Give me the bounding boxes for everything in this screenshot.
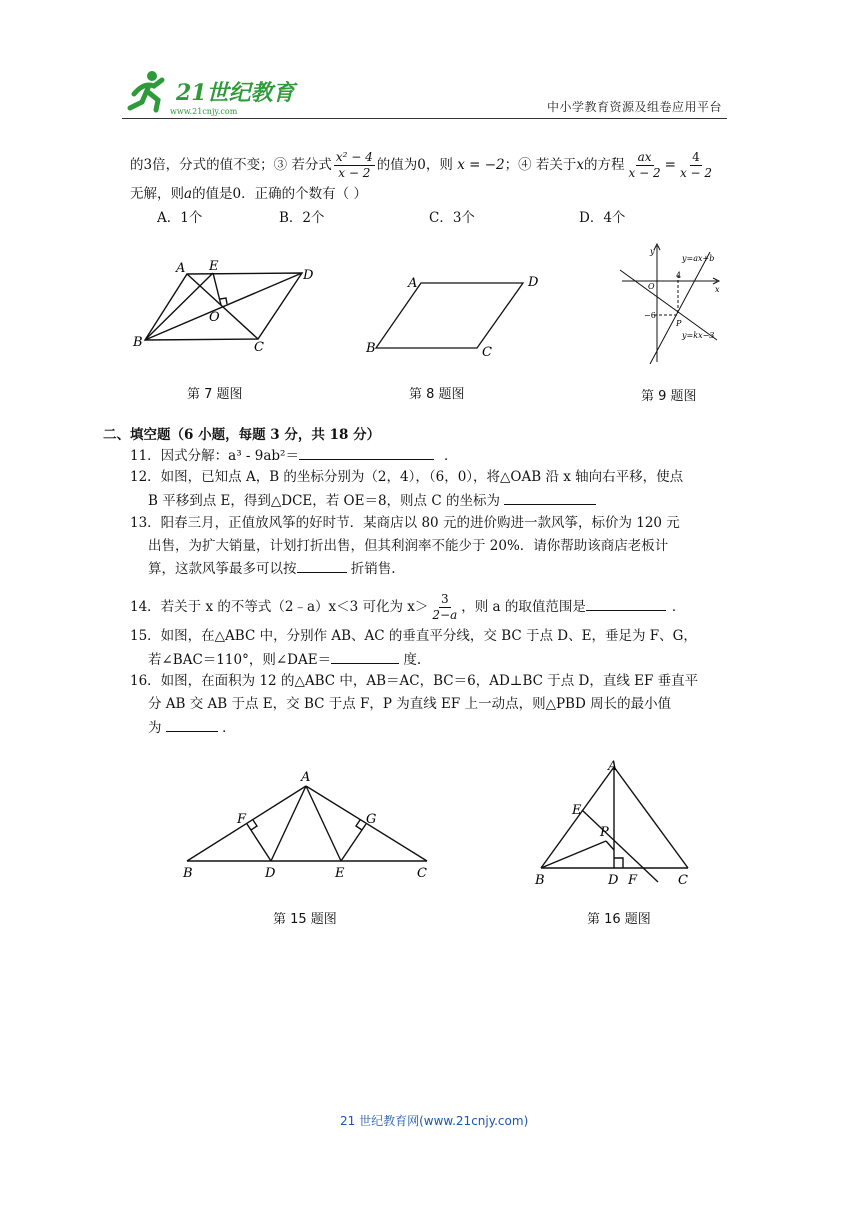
fig9-tick-4: 4 <box>676 271 682 280</box>
fig7-label-a: A <box>176 261 186 276</box>
header-rule <box>122 118 727 119</box>
q10-option-a: A．1个 <box>157 210 203 226</box>
fig16-label-a: A <box>608 759 618 774</box>
question-12-line2: B 平移到点 E，得到△DCE，若 OE＝8，则点 C 的坐标为 <box>148 490 596 511</box>
fig8-label-b: B <box>366 341 376 356</box>
section-2-title: 二、填空题（6 小题，每题 3 分，共 18 分） <box>103 427 381 443</box>
question-16-line1: 16．如图，在面积为 12 的△ABC 中，AB＝AC，BC＝6，AD⊥BC 于点 D，直线 EF 垂直平 <box>130 673 699 689</box>
fig9-line2-label: y=kx−3 <box>682 331 715 340</box>
q14-fraction: $\frac{3}{2-a}$ <box>432 592 458 622</box>
fig15-label-a: A <box>301 770 311 785</box>
question-16-line2: 分 AB 交 AB 于点 E，交 BC 于点 F，P 为直线 EF 上一动点，则△PBD 周长的最小值 <box>148 696 672 712</box>
fig16-label-p: P <box>600 825 609 840</box>
question-12-line1: 12．如图，已知点 A，B 的坐标分别为（2，4），（6，0），将△OAB 沿 x 轴向右平移，使点 <box>130 469 684 485</box>
fig7-caption: 第 7 题图 <box>187 387 243 402</box>
figure-15 <box>175 765 440 885</box>
fig8-caption: 第 8 题图 <box>409 387 465 402</box>
site-logo <box>118 64 298 120</box>
fig15-label-f: F <box>237 812 247 827</box>
logo-text: 21世纪教育 <box>176 80 295 106</box>
fig7-label-d: D <box>303 268 314 283</box>
fig9-x-axis-label: x <box>715 285 720 294</box>
q10-line1: 的3倍，分式的值不变；③ 若分式 $\frac{\text{x² − 4}}{x - 2}$ 的值为0，则 x = −2；④ 若关于x的方程 $\frac{ax}{x - 2}$ = $\frac{4}{x - 2}$ <box>130 150 713 180</box>
fig7-label-b: B <box>133 335 143 350</box>
fig7-label-o: O <box>209 310 220 325</box>
fig7-label-c: C <box>254 340 264 355</box>
fig15-label-d: D <box>265 866 276 881</box>
question-15-line1: 15．如图，在△ABC 中，分别作 AB、AC 的垂直平分线，交 BC 于点 D、E，垂足为 F、G， <box>130 628 697 644</box>
header-slogan: 中小学教育资源及组卷应用平台 <box>546 100 722 114</box>
fig9-origin-label: O <box>648 282 655 291</box>
fig15-label-b: B <box>183 866 193 881</box>
fig15-label-e: E <box>335 866 345 881</box>
figure-7 <box>125 252 325 362</box>
question-13-line2: 出售，为扩大销量，计划打折出售，但其利润率不能少于 20%．请你帮助该商店老板计 <box>148 538 669 554</box>
fig9-label-p: P <box>676 319 682 328</box>
question-14: 14．若关于 x 的不等式（2﹣a）x＜3 可化为 x＞ $\frac{3}{2-a}$ ，则 a 的取值范围是 ． <box>130 592 686 622</box>
fig15-caption: 第 15 题图 <box>273 912 337 927</box>
q10-option-d: D．4个 <box>579 210 626 226</box>
figure-9 <box>612 240 732 370</box>
q10-fraction-1: $\frac{\text{x² − 4}}{x - 2}$ <box>335 150 373 180</box>
fig9-y-axis-label: y <box>650 247 655 256</box>
fig8-label-a: A <box>408 276 418 291</box>
question-13-line3: 算，这款风筝最多可以按 折销售. <box>148 558 396 579</box>
fig8-label-c: C <box>482 345 492 360</box>
fig8-label-d: D <box>528 275 539 290</box>
fig16-label-e: E <box>572 803 582 818</box>
question-15-line2: 若∠BAC＝110°，则∠DAE＝ 度. <box>148 649 421 670</box>
fig9-line1-label: y=ax+b <box>682 254 715 263</box>
fig7-label-e: E <box>209 259 219 274</box>
footer-link[interactable]: 21 世纪教育网(www.21cnjy.com) <box>340 1114 529 1128</box>
fig16-label-d: D <box>608 873 619 888</box>
fig9-caption: 第 9 题图 <box>641 389 697 404</box>
q10-fraction-3: $\frac{4}{x - 2}$ <box>679 150 713 180</box>
fig16-label-c: C <box>678 873 688 888</box>
question-11: 11．因式分解：a³ - 9ab²＝ ． <box>130 445 457 466</box>
fig16-label-b: B <box>535 873 545 888</box>
q10-option-c: C．3个 <box>429 210 475 226</box>
fig15-label-g: G <box>366 812 377 827</box>
figure-16 <box>530 752 710 890</box>
q10-line2: 无解，则a的值是0．正确的个数有（ ） <box>130 186 367 202</box>
question-13-line1: 13．阳春三月，正值放风筝的好时节．某商店以 80 元的进价购进一款风筝，标价为 120 元 <box>130 515 680 531</box>
fig16-caption: 第 16 题图 <box>587 912 651 927</box>
fig16-label-f: F <box>628 873 638 888</box>
q10-fraction-2: $\frac{ax}{x - 2}$ <box>628 150 661 180</box>
fig9-tick-neg6: −6 <box>644 311 656 320</box>
question-16-line3: 为 ． <box>148 717 236 738</box>
q10-option-b: B．2个 <box>279 210 325 226</box>
runner-icon <box>130 71 162 110</box>
logo-url: www.21cnjy.com <box>170 107 238 116</box>
figure-8 <box>360 268 550 360</box>
fig15-label-c: C <box>417 866 427 881</box>
